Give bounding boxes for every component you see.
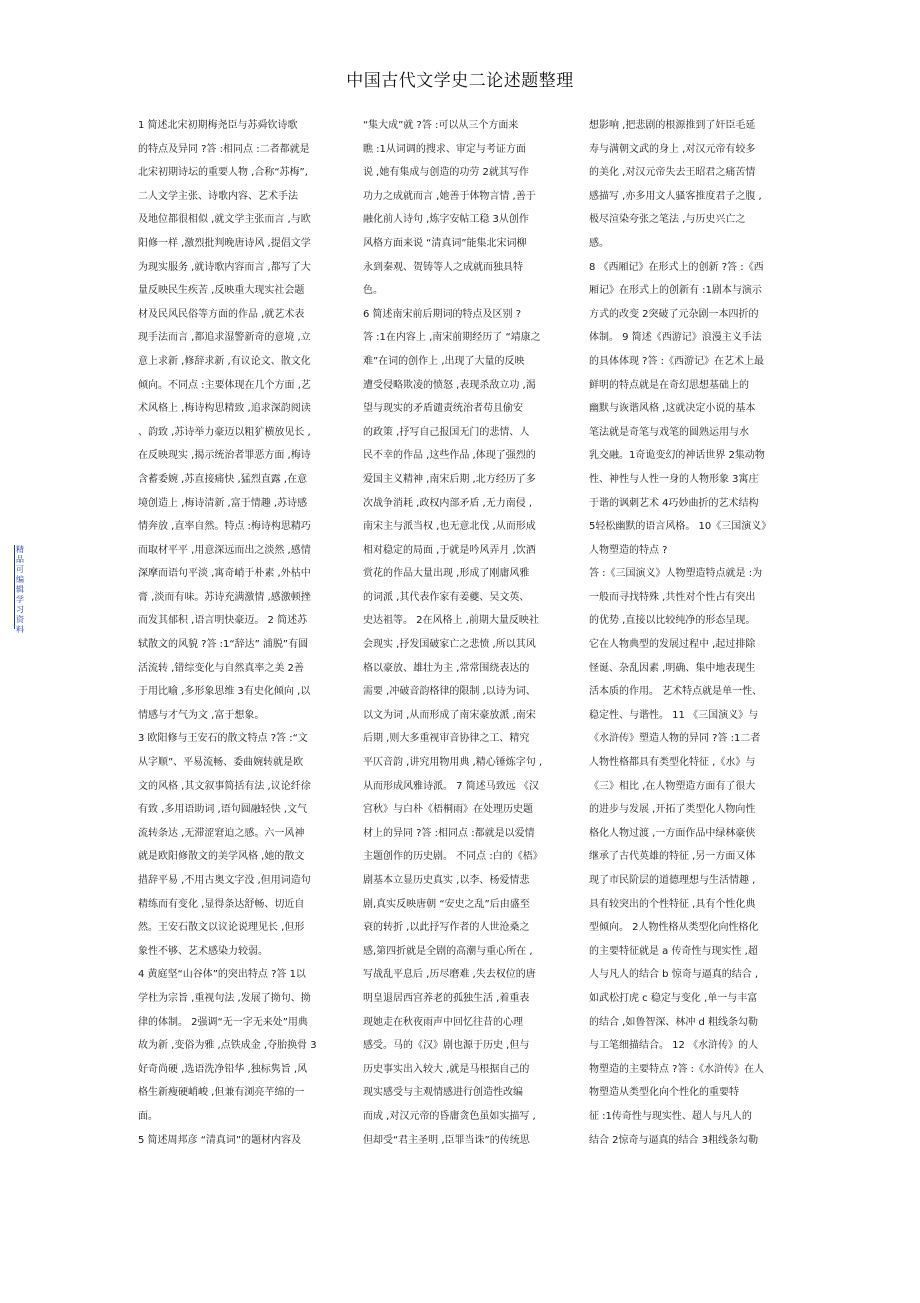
text-line: 人物塑造的特点 ? bbox=[589, 544, 668, 556]
text-line: 型倾向。 2人物性格从类型化向性格化 bbox=[589, 922, 759, 934]
text-line: 律的体制。 2强调“无一字无来处”用典 bbox=[138, 1016, 308, 1028]
text-line: 的词派 ,其代表作家有姜夔、吴文英、 bbox=[363, 591, 530, 603]
text-line: 而取材平平 ,用意深远而出之淡然 ,感情 bbox=[138, 544, 311, 556]
side-note-char: 习 bbox=[16, 605, 24, 614]
text-line: 写战乱平息后 ,历尽磨难 ,失去权位的唐 bbox=[363, 969, 536, 981]
text-line: 一般而寻找特殊 ,共性对个性占有突出 bbox=[589, 591, 756, 603]
text-line: 二人文学主张、诗歌内容、艺术手法 bbox=[138, 190, 298, 202]
text-line: 宫秋》与白朴《梧桐雨》在处理历史题 bbox=[363, 804, 533, 816]
text-line: 文的风格 ,其文叙事简括有法 ,议论纤徐 bbox=[138, 780, 311, 792]
text-line: 答 :1在内容上 ,南宋前期经历了 “靖康之 bbox=[363, 332, 541, 344]
side-note-char: 料 bbox=[16, 625, 24, 634]
text-line: 感。 bbox=[589, 237, 609, 249]
text-line: 轼散文的风貌 ?答 :1“辞达” 浦脱”有圆 bbox=[138, 639, 309, 651]
text-line: 说 ,她有集成与创造的功劳 2就其写作 bbox=[363, 167, 529, 179]
text-line: 措辞平易 ,不用古奥文字没 ,但用词造句 bbox=[138, 875, 311, 886]
side-note-char: 可 bbox=[16, 565, 24, 574]
text-line: 现她走在秋夜雨声中回忆往昔的心理 bbox=[363, 1016, 523, 1028]
side-note-char: 辑 bbox=[16, 585, 24, 594]
text-line: 征 :1传奇性与现实性、超人与凡人的 bbox=[589, 1110, 752, 1122]
text-line: 4 黄庭坚“山谷体”的突出特点 ?答 1以 bbox=[138, 969, 306, 981]
text-line: 民不幸的作品 ,这些作品 ,体现了强烈的 bbox=[363, 450, 536, 462]
text-line: 答 :《三国演义》人物塑造特点就是 :为 bbox=[589, 568, 763, 580]
text-line: 北宋初期诗坛的重要人物 ,合称“苏梅”, bbox=[138, 167, 308, 179]
text-line: 感受。马的《汉》剧也源于历史 ,但与 bbox=[363, 1040, 530, 1052]
text-line: 感描写 ,亦多用文人骚客推度君子之腹 , bbox=[589, 190, 762, 202]
text-line: 膏 ,淡而有味。苏诗充满激情 ,感激顿挫 bbox=[138, 591, 311, 603]
text-line: 深摩而语句平淡 ,寓奇峭于朴素 ,外枯中 bbox=[138, 568, 311, 580]
text-line: 6 简述南宋前后期词的特点及区别 ? bbox=[363, 308, 522, 320]
text-line: 具有较突出的个性特征 ,具有个性化典 bbox=[589, 898, 756, 910]
text-line: 物塑造从类型化向个性化的重要特 bbox=[589, 1087, 739, 1099]
text-line: 的具体体现 ?答 :《西游记》在艺术上最 bbox=[589, 355, 765, 367]
text-line: 衰的转折 ,以此抒写作者的人世沧桑之 bbox=[363, 922, 530, 934]
text-line: 8 《西厢记》在形式上的创新 ?答 :《西 bbox=[589, 261, 764, 273]
text-line: 在反映现实 ,揭示统治者罪恶方面 ,梅诗 bbox=[138, 450, 311, 462]
text-line: 怪诞、杂乱因素 ,明确、集中地表现生 bbox=[589, 662, 756, 674]
text-line: 融化前人诗句 ,炼字安帖工稳 3从创作 bbox=[363, 214, 529, 226]
text-line: 望与现实的矛盾谴责统治者苟且偷安 bbox=[363, 403, 523, 415]
side-note-char: 编 bbox=[16, 575, 24, 584]
text-line: 赏花的作品大量出现 ,形成了刚庸风雅 bbox=[363, 568, 530, 580]
text-line: 相对稳定的局面 ,于就是吟风弄月 ,饮酒 bbox=[363, 544, 536, 556]
text-line: 境创造上 ,梅诗清新 ,富于情趣 ,苏诗感 bbox=[138, 497, 308, 509]
text-line: 的主要特征就是 a 传奇性与现实性 ,超 bbox=[589, 945, 758, 957]
text-line: 格生新瘦硬峭峻 ,但兼有浏亮芊绵的一 bbox=[138, 1087, 305, 1099]
text-line: 情感与才气为文 ,富于想象。 bbox=[138, 709, 265, 721]
text-line: 倾向。不同点 :主要体现在几个方面 ,艺 bbox=[138, 379, 311, 391]
text-line: 的政策 ,抒写自己报国无门的悲情、人 bbox=[363, 426, 530, 438]
text-line: 量反映民生疾苦 ,反映重大现实社会题 bbox=[138, 285, 305, 297]
text-line: 明皇退居西宫养老的孤独生活 ,着重表 bbox=[363, 992, 530, 1004]
text-line: 风格方面来说 “清真词”能集北宋词柳 bbox=[363, 237, 527, 249]
side-note-char: 精 bbox=[16, 545, 24, 554]
text-line: 历史事实出入较大 ,就是马根据自己的 bbox=[363, 1063, 530, 1075]
text-line: 3 欧阳修与王安石的散文特点 ?答 :“文 bbox=[138, 733, 308, 745]
text-line: 但却受“君主圣明 ,臣罪当诛”的传统思 bbox=[363, 1134, 530, 1146]
text-line: 体制。 9 简述《西游记》浪漫主义手法 bbox=[589, 332, 762, 344]
text-line: 含蓄委婉 ,苏直接痛快 ,猛烈直露 ,在意 bbox=[138, 473, 308, 485]
text-line: 为现实服务 ,就诗歌内容而言 ,都写了大 bbox=[138, 261, 311, 273]
text-line: 想影响 ,把悲剧的根源推到了奸臣毛延 bbox=[589, 120, 756, 131]
text-line: 精练而有变化 ,显得条达舒畅、切近自 bbox=[138, 898, 305, 910]
text-line: 剧,真实反映唐朝 “安史之乱”后由盛至 bbox=[363, 898, 530, 910]
text-line: 主题创作的历史剧。 不同点 :白的《梧》 bbox=[363, 851, 543, 863]
text-line: 然。王安石散文以议论说理见长 ,但形 bbox=[138, 922, 305, 934]
text-line: 而成 ,对汉元帝的昏庸贪色虽如实描写 , bbox=[363, 1110, 536, 1122]
text-line: 感,第四折就是全剧的高潮与重心所在 , bbox=[363, 945, 533, 957]
text-line: 的特点及异同 ?答 :相同点 :二者都就是 bbox=[138, 143, 310, 155]
side-note-char: 品 bbox=[16, 555, 24, 564]
text-line: 意上求新 ,修辞求新 ,有议论文、散文化 bbox=[138, 355, 311, 367]
side-margin-note bbox=[13, 545, 27, 635]
text-line: 极尽渲染夸张之笔法 ,与历史兴亡之 bbox=[589, 214, 746, 226]
text-line: 爱国主义精神 ,南宋后期 ,北方经历了多 bbox=[363, 473, 536, 485]
text-line: 就是欧阳修散文的美学风格 ,她的散文 bbox=[138, 851, 305, 863]
text-line: 如武松打虎 c 稳定与变化 ,单一与丰富 bbox=[589, 992, 758, 1004]
text-line: 与工笔细描结合。 12 《水浒传》的人 bbox=[589, 1040, 759, 1052]
text-line: 瞧 :1从词调的搜求、审定与考证方面 bbox=[363, 143, 526, 155]
text-line: 格化人物过渡 ,一方面作品中绿林豪侠 bbox=[589, 827, 756, 839]
text-line: 人与凡人的结合 b 惊奇与逼真的结合 , bbox=[589, 969, 759, 981]
page-title: 中国古代文学史二论述题整理 bbox=[346, 71, 574, 91]
text-line: 南宋主与派当权 ,也无意北伐 ,从而形成 bbox=[363, 521, 536, 533]
text-line: 功力之成就而言 ,她善于体物言情 ,善于 bbox=[363, 190, 536, 202]
text-line: 人物性格都具有类型化特征 ,《水》与 bbox=[589, 757, 756, 769]
text-line: 故为新 ,变俗为雅 ,点铁成金 ,夺胎换骨 3 bbox=[138, 1040, 317, 1052]
text-line: 稳定性、与谐性。 11 《三国演义》与 bbox=[589, 709, 759, 721]
text-line: 材及民风民俗等方面的作品 ,就艺术表 bbox=[138, 308, 305, 320]
text-line: 格以豪放、雄壮为主 ,常常围绕表达的 bbox=[363, 662, 530, 674]
text-line: 活本质的作用。 艺术特点就是单一性、 bbox=[589, 686, 763, 698]
text-line: 从字顺”、平易流畅、委曲婉转就是欧 bbox=[138, 757, 304, 769]
text-line: 5 简述周邦彦 “清真词”的题材内容及 bbox=[138, 1134, 302, 1146]
text-line: 的进步与发展 ,开拓了类型化人物向性 bbox=[589, 804, 756, 816]
text-line: 有致 ,多用语助词 ,语句圆融轻快 ,文气 bbox=[138, 804, 308, 816]
text-line: 面。 bbox=[138, 1110, 158, 1122]
text-line: 次战争消耗 ,政权内部矛盾 ,无力南侵 , bbox=[363, 497, 533, 509]
text-line: 继承了古代英雄的特征 ,另一方面又体 bbox=[589, 851, 756, 863]
text-line: 流转条达 ,无滞涩窘迫之感。六一风神 bbox=[138, 827, 305, 839]
side-note-char: 资 bbox=[16, 615, 24, 624]
text-line: 色。 bbox=[363, 285, 383, 297]
text-column-right bbox=[589, 114, 799, 1152]
text-line: 会现实 ,抒发国破家亡之悲愤 ,所以其风 bbox=[363, 639, 536, 651]
side-note-char: 学 bbox=[16, 595, 24, 604]
text-line: 性、神性与人性一身的人物形象 3寓庄 bbox=[589, 473, 759, 485]
text-line: 术风格上 ,梅诗构思精致 ,追求深韵阅读 bbox=[138, 403, 311, 415]
text-line: 于谐的讽刺艺术 4巧妙曲折的艺术结构 bbox=[589, 497, 759, 509]
text-line: 现了市民阶层的道德理想与生活情趣 , bbox=[589, 875, 756, 886]
text-line: 后期 ,则大多重视审音协律之工、精究 bbox=[363, 733, 530, 745]
text-line: 现实感受与主观情感进行创造性改编 bbox=[363, 1087, 523, 1099]
text-line: 、韵致 ,苏诗举力豪迈以粗犷横放见长 , bbox=[138, 426, 311, 438]
text-line: 笔法就是奇笔与戏笔的圆熟运用与水 bbox=[589, 426, 749, 438]
text-column-middle bbox=[363, 114, 573, 1152]
text-line: “集大成”就 ?答 :可以从三个方面来 bbox=[363, 120, 519, 131]
text-line: 寿与满朝文武的身上 ,对汉元帝有较多 bbox=[589, 143, 756, 155]
text-line: 鲜明的特点就是在奇幻思想基础上的 bbox=[589, 379, 749, 391]
text-line: 情奔放 ,直率自然。特点 :梅诗构思精巧 bbox=[138, 521, 311, 533]
text-line: 的优势 ,直接以比较纯净的形态呈现。 bbox=[589, 615, 756, 627]
text-line: 及地位都很相似 ,就文学主张而言 ,与欧 bbox=[138, 214, 311, 226]
text-line: 的美化 ,对汉元帝失去王昭君之痛苦情 bbox=[589, 167, 756, 179]
text-line: 从而形成风雅诗派。 7 简述马致远 《汉 bbox=[363, 780, 539, 792]
text-line: 以文为词 ,从而形成了南宋豪放派 ,南宋 bbox=[363, 709, 536, 721]
text-line: 阳修一样 ,激烈批判晚唐诗风 ,提倡文学 bbox=[138, 237, 311, 249]
text-line: 遭受侵略欺凌的愤怒 ,表现杀敌立功 ,渴 bbox=[363, 379, 536, 391]
text-line: 幽默与诙谐风格 ,这就决定小说的基本 bbox=[589, 403, 756, 415]
text-line: 学杜为宗旨 ,重视句法 ,发展了拗句、拗 bbox=[138, 992, 311, 1004]
text-line: 结合 2惊奇与逼真的结合 3粗线条勾勒 bbox=[589, 1134, 759, 1146]
text-line: 乳交融。1奇诡变幻的神话世界 2集动物 bbox=[589, 450, 765, 462]
text-line: 它在人物典型的发展过程中 ,起过排除 bbox=[589, 639, 756, 651]
text-line: 方式的改变 2突破了元杂剧一本四折的 bbox=[589, 308, 759, 320]
text-line: 剧基本立显历史真实 ,以李、杨爱情悲 bbox=[363, 875, 530, 886]
text-line: 厢记》在形式上的创新有 :1剧本与演示 bbox=[589, 285, 762, 297]
text-line: 平仄音韵 ,讲究用物用典 ,精心锤炼字句 , bbox=[363, 757, 543, 769]
text-line: 永到秦观、贺铸等人之成就而独具特 bbox=[363, 261, 523, 273]
text-line: 《三》相比 ,在人物塑造方面有了很大 bbox=[589, 780, 756, 792]
text-line: 而发其郁积 ,语言明快豪迈。 2 简述苏 bbox=[138, 615, 308, 627]
text-line: 《水浒传》塑造人物的异同 ?答 :1二者 bbox=[589, 733, 761, 745]
text-column-left bbox=[138, 114, 348, 1152]
text-line: 于用比喻 ,多形象思维 3有史化倾向 ,以 bbox=[138, 686, 311, 698]
text-line: 需要 ,冲破音韵格律的限制 ,以诗为词、 bbox=[363, 686, 536, 698]
text-line: 5轻松幽默的语言风格。 10《三国演义》 bbox=[589, 521, 772, 533]
text-line: 物塑造的主要特点 ?答 :《水浒传》在人 bbox=[589, 1063, 765, 1075]
text-line: 1 简述北宋初期梅尧臣与苏舜钦诗歌 bbox=[138, 120, 298, 131]
text-line: 史达祖等。 2在风格上 ,前期大量反映社 bbox=[363, 615, 539, 627]
text-line: 好奇尚硬 ,选语洗净铅华 ,独标隽旨 ,风 bbox=[138, 1063, 308, 1075]
text-line: 材上的异同 ?答 :相同点 :都就是以爱情 bbox=[363, 827, 535, 839]
text-line: 难”在词的创作上 ,出现了大量的反映 bbox=[363, 355, 525, 367]
text-line: 的结合 ,如鲁智深、林冲 d 粗线条勾勒 bbox=[589, 1016, 759, 1028]
text-line: 现手法而言 ,都追求湿警新奇的意境 ,立 bbox=[138, 332, 311, 344]
text-line: 活流转 ,错综变化与自然真率之美 2善 bbox=[138, 662, 304, 674]
text-line: 象性不够、艺术感染力较弱。 bbox=[138, 945, 268, 957]
